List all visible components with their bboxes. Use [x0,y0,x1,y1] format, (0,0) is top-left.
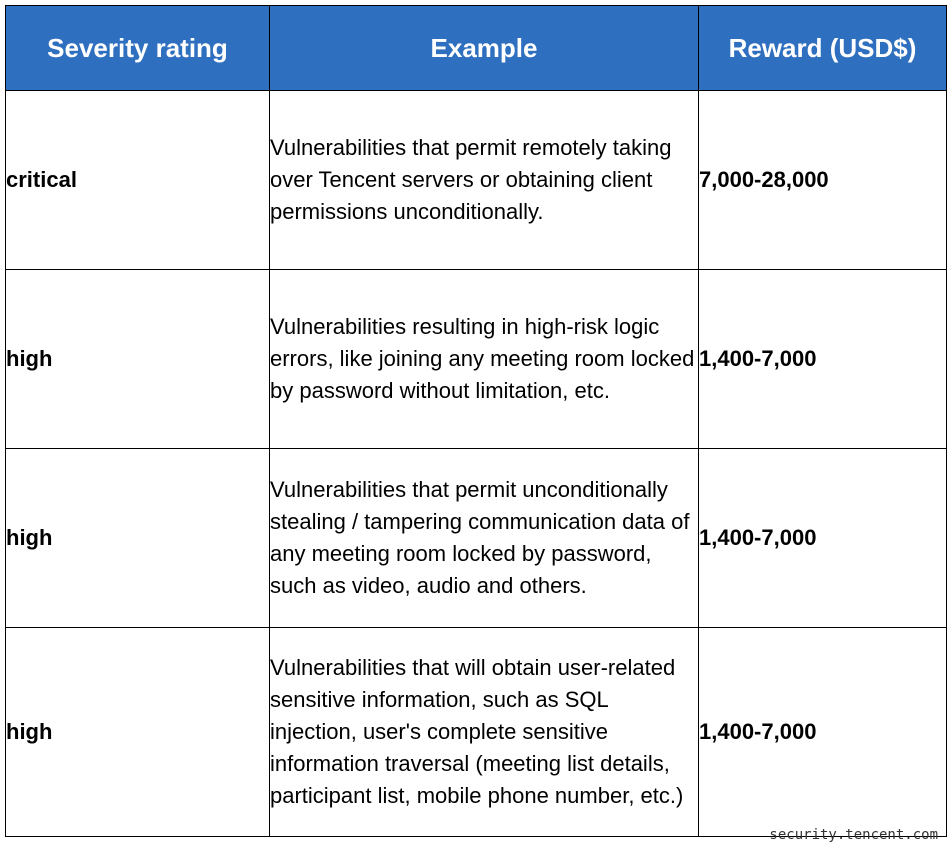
watermark-text: security.tencent.com [769,827,938,843]
table-row [6,270,947,449]
reward-cell: 1,400-7,000 [699,628,947,837]
table-header-row [6,6,947,91]
reward-cell: 1,400-7,000 [699,270,947,449]
severity-cell: critical [6,91,270,270]
bug-bounty-reward-table [5,5,947,837]
table-row [6,628,947,837]
table-row [6,449,947,628]
header-example: Example [270,6,699,91]
reward-cell: 1,400-7,000 [699,449,947,628]
severity-cell: high [6,449,270,628]
header-reward: Reward (USD$) [699,6,947,91]
example-cell: Vulnerabilities resulting in high-risk logic errors, like joining any meeting room locked by password without limitation, etc. [270,270,699,449]
example-cell: Vulnerabilities that permit remotely taking over Tencent servers or obtaining client permissions unconditionally. [270,91,699,270]
severity-cell: high [6,270,270,449]
header-severity-rating: Severity rating [6,6,270,91]
example-cell: Vulnerabilities that will obtain user-related sensitive information, such as SQL injection, user's complete sensitive information traversal (meeting list details, participant list, mobile phone number, etc.) [270,628,699,837]
table-row [6,91,947,270]
example-cell: Vulnerabilities that permit unconditionally stealing / tampering communication data of any meeting room locked by password, such as video, audio and others. [270,449,699,628]
reward-cell: 7,000-28,000 [699,91,947,270]
severity-cell: high [6,628,270,837]
